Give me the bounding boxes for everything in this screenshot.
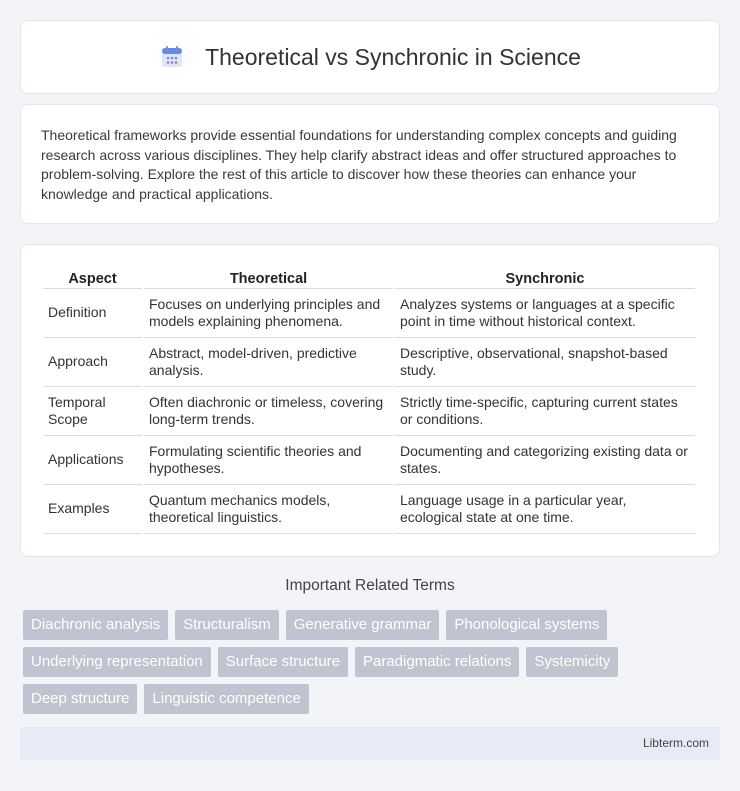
cell-aspect: Definition — [43, 289, 142, 338]
cell-aspect: Examples — [43, 485, 142, 534]
related-term-tag[interactable]: Deep structure — [23, 684, 137, 714]
cell-synchronic: Analyzes systems or languages at a specific point in time without historical context. — [395, 289, 695, 338]
footer — [20, 727, 720, 760]
header-synchronic: Synchronic — [395, 265, 695, 289]
intro-text: Theoretical frameworks provide essential foundations for understanding complex concepts and guiding research across various disciplines. They help clarify abstract ideas and offer structured approaches to problem-solving. Explore the rest of this article to discover how these theories can enhance your knowledge and practical applications. — [41, 127, 677, 202]
header-aspect: Aspect — [43, 265, 142, 289]
table-row — [43, 289, 695, 338]
comparison-table — [41, 265, 697, 534]
cell-synchronic: Descriptive, observational, snapshot-based study. — [395, 338, 695, 387]
table-row — [43, 338, 695, 387]
related-terms-title: Important Related Terms — [285, 577, 455, 594]
cell-aspect: Temporal Scope — [43, 387, 142, 436]
cell-synchronic: Strictly time-specific, capturing current states or conditions. — [395, 387, 695, 436]
related-term-tag[interactable]: Diachronic analysis — [23, 610, 168, 640]
cell-aspect: Approach — [43, 338, 142, 387]
related-term-tag[interactable]: Underlying representation — [23, 647, 211, 677]
header-theoretical: Theoretical — [144, 265, 393, 289]
cell-theoretical: Formulating scientific theories and hypotheses. — [144, 436, 393, 485]
cell-theoretical: Quantum mechanics models, theoretical linguistics. — [144, 485, 393, 534]
related-term-tag[interactable]: Systemicity — [526, 647, 618, 677]
intro-card — [20, 104, 720, 224]
related-term-tag[interactable]: Linguistic competence — [144, 684, 308, 714]
table-row — [43, 485, 695, 534]
cell-aspect: Applications — [43, 436, 142, 485]
related-term-tag[interactable]: Structuralism — [175, 610, 279, 640]
cell-synchronic: Language usage in a particular year, ecological state at one time. — [395, 485, 695, 534]
table-row — [43, 387, 695, 436]
related-term-tag[interactable]: Surface structure — [218, 647, 348, 677]
comparison-table-card — [20, 244, 720, 557]
cell-theoretical: Often diachronic or timeless, covering long-term trends. — [144, 387, 393, 436]
table-header-row — [43, 265, 695, 289]
related-term-tag[interactable]: Generative grammar — [286, 610, 440, 640]
cell-theoretical: Abstract, model-driven, predictive analysis. — [144, 338, 393, 387]
page-title: Theoretical vs Synchronic in Science — [205, 43, 581, 70]
calendar-icon — [159, 44, 185, 70]
cell-synchronic: Documenting and categorizing existing data or states. — [395, 436, 695, 485]
footer-site-link[interactable]: Libterm.com — [642, 736, 709, 750]
table-row — [43, 436, 695, 485]
header-card — [20, 20, 720, 94]
related-terms-list — [23, 610, 723, 721]
related-term-tag[interactable]: Phonological systems — [446, 610, 607, 640]
related-term-tag[interactable]: Paradigmatic relations — [355, 647, 519, 677]
cell-theoretical: Focuses on underlying principles and models explaining phenomena. — [144, 289, 393, 338]
